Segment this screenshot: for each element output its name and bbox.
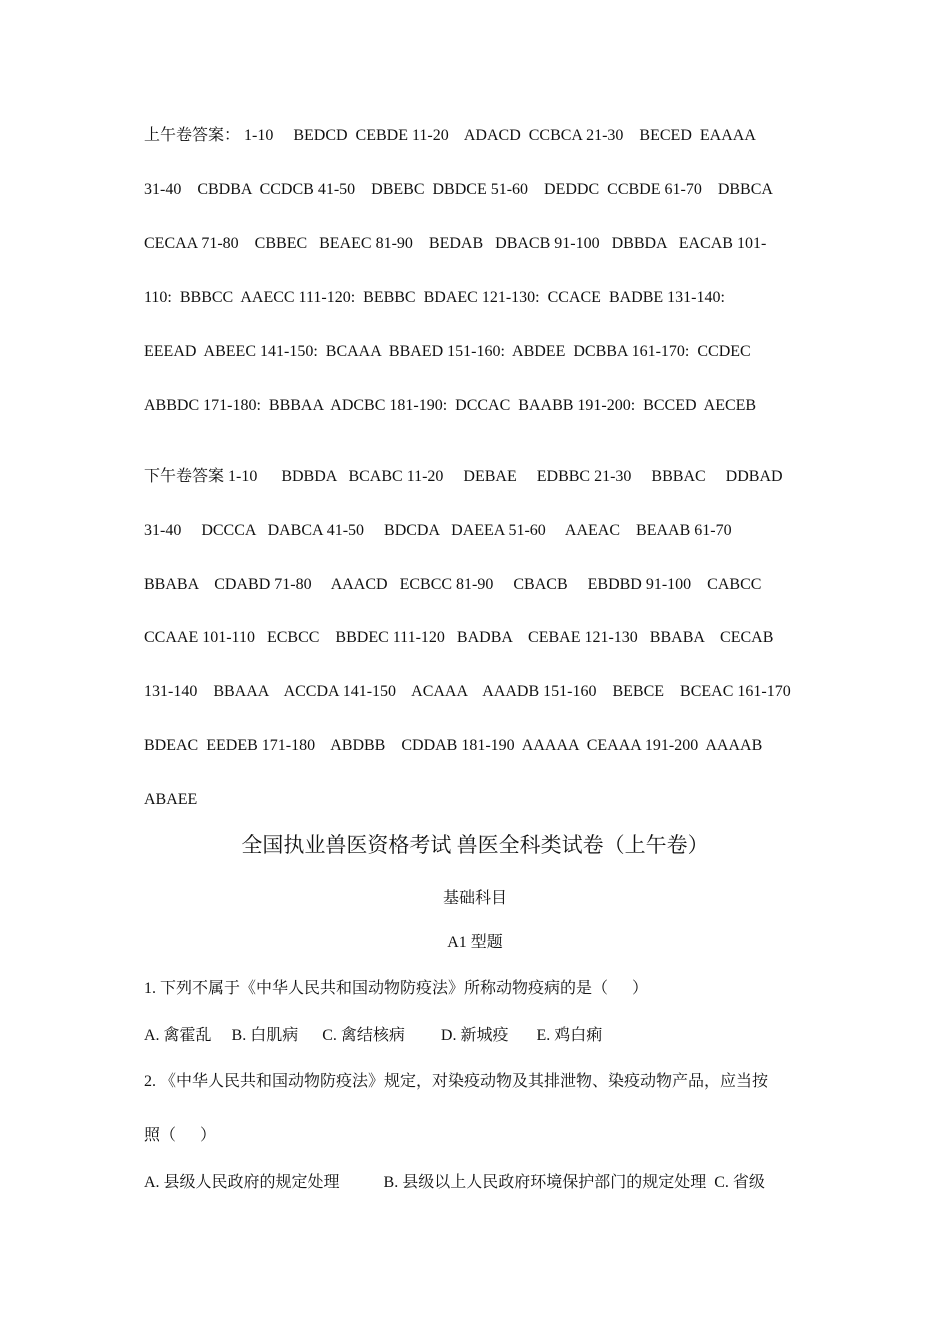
afternoon-answers-line: ABAEE [144,791,198,808]
question-stem-continued: 照（ ） [144,1127,217,1144]
exam-title: 全国执业兽医资格考试 兽医全科类试卷（上午卷） [241,833,709,857]
question-type-heading: A1 型题 [447,934,503,951]
morning-answers-line: 31-40 CBDBA CCDCB 41-50 DBEBC DBDCE 51-60 DEDDC CCBDE 61-70 DBBCA [144,181,773,198]
morning-answers-line: 110: BBBCC AAECC 111-120: BEBBC BDAEC 121-130: CCACE BADBE 131-140: [144,289,725,306]
question-stem: 1. 下列不属于《中华人民共和国动物防疫法》所称动物疫病的是（ ） [144,980,649,997]
afternoon-answers-line: 下午卷答案 1-10 BDBDA BCABC 11-20 DEBAE EDBBC 21-30 BBBAC DDBAD [144,468,783,485]
morning-answers-line: EEEAD ABEEC 141-150: BCAAA BBAED 151-160: ABDEE DCBBA 161-170: CCDEC [144,343,751,360]
afternoon-answers-line: CCAAE 101-110 ECBCC BBDEC 111-120 BADBA CEBAE 121-130 BBABA CECAB [144,629,774,646]
afternoon-answers-line: BBABA CDABD 71-80 AAACD ECBCC 81-90 CBACB EBDBD 91-100 CABCC [144,576,762,593]
question-stem: 2. 《中华人民共和国动物防疫法》规定，对染疫动物及其排泄物、染疫动物产品，应当按 [144,1073,769,1090]
morning-answers-line: ABBDC 171-180: BBBAA ADCBC 181-190: DCCAC BAABB 191-200: BCCED AECEB [144,397,757,414]
afternoon-answers-line: BDEAC EEDEB 171-180 ABDBB CDDAB 181-190 AAAAA CEAAA 191-200 AAAAB [144,737,763,754]
morning-answers-line: CECAA 71-80 CBBEC BEAEC 81-90 BEDAB DBACB 91-100 DBBDA EACAB 101- [144,235,767,252]
morning-answers-line: 上午卷答案： 1-10 BEDCD CEBDE 11-20 ADACD CCBCA 21-30 BECED EAAAA [144,127,756,144]
section-title: 基础科目 [442,890,507,907]
afternoon-answers-line: 31-40 DCCCA DABCA 41-50 BDCDA DAEEA 51-60 AAEAC BEAAB 61-70 [144,522,732,539]
question-options: A. 县级人民政府的规定处理 B. 县级以上人民政府环境保护部门的规定处理 C. 省级 [144,1174,765,1191]
question-options: A. 禽霍乱 B. 白肌病 C. 禽结核病 D. 新城疫 E. 鸡白痢 [144,1027,603,1044]
afternoon-answers-line: 131-140 BBAAA ACCDA 141-150 ACAAA AAADB 151-160 BEBCE BCEAC 161-170 [144,683,791,700]
